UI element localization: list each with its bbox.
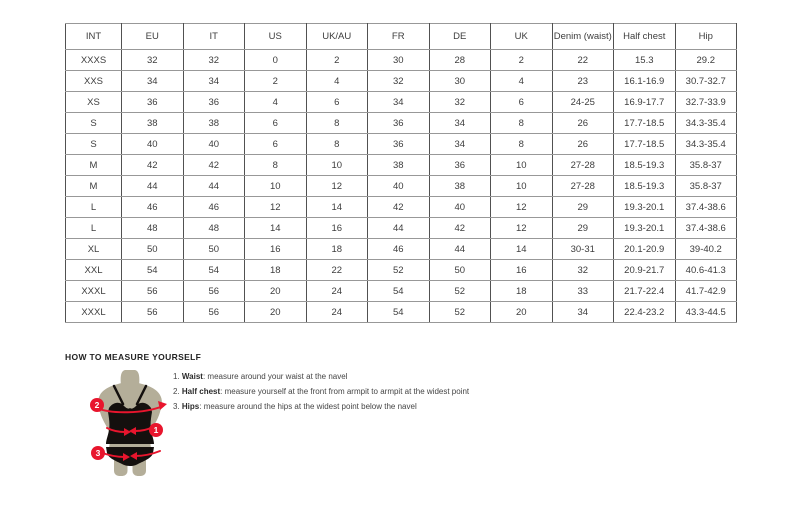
- size-value-cell: 50: [429, 260, 491, 281]
- size-value-cell: 20: [245, 302, 307, 323]
- size-label-cell: XS: [66, 92, 122, 113]
- table-row: [66, 113, 737, 134]
- size-value-cell: 38: [429, 176, 491, 197]
- size-value-cell: 18.5-19.3: [614, 176, 676, 197]
- size-value-cell: 10: [306, 155, 368, 176]
- size-chart-container: [65, 23, 737, 323]
- size-value-cell: 12: [306, 176, 368, 197]
- size-value-cell: 19.3-20.1: [614, 197, 676, 218]
- size-value-cell: 35.8-37: [675, 155, 737, 176]
- measure-step-half-chest: 2. Half chest: measure yourself at the front from armpit to armpit at the widest point: [173, 387, 470, 396]
- column-header: IT: [183, 24, 245, 50]
- column-header: Half chest: [614, 24, 676, 50]
- size-value-cell: 54: [183, 260, 245, 281]
- header-row: [66, 24, 737, 50]
- table-row: [66, 302, 737, 323]
- size-value-cell: 4: [245, 92, 307, 113]
- size-chart-table: [65, 23, 737, 323]
- size-value-cell: 24: [306, 281, 368, 302]
- size-value-cell: 0: [245, 50, 307, 71]
- size-value-cell: 17.7-18.5: [614, 134, 676, 155]
- size-value-cell: 48: [183, 218, 245, 239]
- size-value-cell: 4: [491, 71, 553, 92]
- size-value-cell: 56: [183, 302, 245, 323]
- size-value-cell: 42: [368, 197, 430, 218]
- size-value-cell: 14: [491, 239, 553, 260]
- size-value-cell: 34: [429, 113, 491, 134]
- size-value-cell: 32: [122, 50, 184, 71]
- size-value-cell: 38: [183, 113, 245, 134]
- size-value-cell: 12: [491, 197, 553, 218]
- size-value-cell: 52: [429, 302, 491, 323]
- size-value-cell: 16: [245, 239, 307, 260]
- size-value-cell: 34.3-35.4: [675, 113, 737, 134]
- measure-step-waist: 1. Waist: measure around your waist at the navel: [173, 372, 348, 381]
- size-value-cell: 46: [122, 197, 184, 218]
- size-value-cell: 35.8-37: [675, 176, 737, 197]
- size-value-cell: 10: [491, 176, 553, 197]
- size-label-cell: XXXL: [66, 281, 122, 302]
- size-value-cell: 16: [306, 218, 368, 239]
- column-header: DE: [429, 24, 491, 50]
- size-label-cell: XXXL: [66, 302, 122, 323]
- size-value-cell: 27-28: [552, 155, 614, 176]
- size-value-cell: 27-28: [552, 176, 614, 197]
- size-value-cell: 2: [245, 71, 307, 92]
- size-label-cell: L: [66, 218, 122, 239]
- size-value-cell: 54: [368, 302, 430, 323]
- column-header: UK/AU: [306, 24, 368, 50]
- size-value-cell: 23: [552, 71, 614, 92]
- size-value-cell: 16: [491, 260, 553, 281]
- size-value-cell: 50: [183, 239, 245, 260]
- size-value-cell: 40: [183, 134, 245, 155]
- size-value-cell: 29: [552, 218, 614, 239]
- size-value-cell: 38: [122, 113, 184, 134]
- column-header: FR: [368, 24, 430, 50]
- size-value-cell: 50: [122, 239, 184, 260]
- size-value-cell: 41.7-42.9: [675, 281, 737, 302]
- size-value-cell: 26: [552, 113, 614, 134]
- size-value-cell: 22: [552, 50, 614, 71]
- size-value-cell: 34.3-35.4: [675, 134, 737, 155]
- size-value-cell: 36: [122, 92, 184, 113]
- size-value-cell: 20.9-21.7: [614, 260, 676, 281]
- size-value-cell: 44: [183, 176, 245, 197]
- size-value-cell: 18: [245, 260, 307, 281]
- size-value-cell: 40: [429, 197, 491, 218]
- size-value-cell: 14: [306, 197, 368, 218]
- table-row: [66, 155, 737, 176]
- table-row: [66, 197, 737, 218]
- size-value-cell: 42: [183, 155, 245, 176]
- size-value-cell: 40.6-41.3: [675, 260, 737, 281]
- table-row: [66, 92, 737, 113]
- table-row: [66, 71, 737, 92]
- size-value-cell: 44: [368, 218, 430, 239]
- size-value-cell: 6: [306, 92, 368, 113]
- size-value-cell: 22.4-23.2: [614, 302, 676, 323]
- size-value-cell: 56: [183, 281, 245, 302]
- size-value-cell: 30-31: [552, 239, 614, 260]
- size-value-cell: 34: [552, 302, 614, 323]
- size-value-cell: 6: [245, 113, 307, 134]
- size-value-cell: 44: [122, 176, 184, 197]
- size-value-cell: 18: [491, 281, 553, 302]
- size-label-cell: S: [66, 134, 122, 155]
- size-value-cell: 30: [429, 71, 491, 92]
- size-label-cell: XXS: [66, 71, 122, 92]
- size-value-cell: 37.4-38.6: [675, 197, 737, 218]
- size-value-cell: 17.7-18.5: [614, 113, 676, 134]
- size-value-cell: 37.4-38.6: [675, 218, 737, 239]
- size-value-cell: 8: [306, 113, 368, 134]
- size-value-cell: 38: [368, 155, 430, 176]
- size-value-cell: 33: [552, 281, 614, 302]
- table-row: [66, 218, 737, 239]
- size-value-cell: 24-25: [552, 92, 614, 113]
- size-value-cell: 2: [306, 50, 368, 71]
- size-label-cell: M: [66, 176, 122, 197]
- size-value-cell: 29: [552, 197, 614, 218]
- column-header: Denim (waist): [552, 24, 614, 50]
- size-value-cell: 16.1-16.9: [614, 71, 676, 92]
- size-label-cell: XXL: [66, 260, 122, 281]
- table-row: [66, 281, 737, 302]
- table-row: [66, 260, 737, 281]
- size-value-cell: 32: [552, 260, 614, 281]
- table-row: [66, 50, 737, 71]
- hips-measure-badge: 3: [91, 446, 105, 460]
- size-value-cell: 21.7-22.4: [614, 281, 676, 302]
- size-value-cell: 46: [368, 239, 430, 260]
- size-label-cell: XXXS: [66, 50, 122, 71]
- size-value-cell: 22: [306, 260, 368, 281]
- size-value-cell: 42: [429, 218, 491, 239]
- measure-step-hips: 3. Hips: measure around the hips at the widest point below the navel: [173, 402, 417, 411]
- size-value-cell: 32: [429, 92, 491, 113]
- size-value-cell: 34: [122, 71, 184, 92]
- table-row: [66, 134, 737, 155]
- size-value-cell: 48: [122, 218, 184, 239]
- size-value-cell: 36: [368, 113, 430, 134]
- size-value-cell: 24: [306, 302, 368, 323]
- size-value-cell: 36: [183, 92, 245, 113]
- size-value-cell: 56: [122, 302, 184, 323]
- size-value-cell: 18.5-19.3: [614, 155, 676, 176]
- size-value-cell: 36: [429, 155, 491, 176]
- table-row: [66, 176, 737, 197]
- size-value-cell: 8: [491, 113, 553, 134]
- size-value-cell: 2: [491, 50, 553, 71]
- size-value-cell: 43.3-44.5: [675, 302, 737, 323]
- size-value-cell: 30: [368, 50, 430, 71]
- size-value-cell: 34: [368, 92, 430, 113]
- size-value-cell: 15.3: [614, 50, 676, 71]
- size-value-cell: 30.7-32.7: [675, 71, 737, 92]
- measure-steps-list: [173, 369, 469, 414]
- size-value-cell: 56: [122, 281, 184, 302]
- size-value-cell: 8: [306, 134, 368, 155]
- size-value-cell: 34: [183, 71, 245, 92]
- size-value-cell: 32: [183, 50, 245, 71]
- size-value-cell: 16.9-17.7: [614, 92, 676, 113]
- column-header: INT: [66, 24, 122, 50]
- size-value-cell: 18: [306, 239, 368, 260]
- size-value-cell: 32.7-33.9: [675, 92, 737, 113]
- size-value-cell: 28: [429, 50, 491, 71]
- column-header: Hip: [675, 24, 737, 50]
- size-value-cell: 8: [245, 155, 307, 176]
- size-value-cell: 10: [491, 155, 553, 176]
- chest-measure-badge: 2: [90, 398, 104, 412]
- size-value-cell: 36: [368, 134, 430, 155]
- how-to-measure-heading: HOW TO MEASURE YOURSELF: [65, 352, 202, 362]
- size-value-cell: 12: [245, 197, 307, 218]
- size-value-cell: 4: [306, 71, 368, 92]
- waist-measure-badge: 1: [149, 423, 163, 437]
- size-value-cell: 40: [122, 134, 184, 155]
- size-value-cell: 52: [368, 260, 430, 281]
- size-value-cell: 6: [245, 134, 307, 155]
- size-value-cell: 34: [429, 134, 491, 155]
- size-value-cell: 20.1-20.9: [614, 239, 676, 260]
- column-header: UK: [491, 24, 553, 50]
- table-row: [66, 239, 737, 260]
- size-value-cell: 40: [368, 176, 430, 197]
- size-value-cell: 14: [245, 218, 307, 239]
- column-header: US: [245, 24, 307, 50]
- size-value-cell: 10: [245, 176, 307, 197]
- size-value-cell: 46: [183, 197, 245, 218]
- size-value-cell: 54: [122, 260, 184, 281]
- size-value-cell: 52: [429, 281, 491, 302]
- size-label-cell: M: [66, 155, 122, 176]
- size-value-cell: 29.2: [675, 50, 737, 71]
- size-value-cell: 26: [552, 134, 614, 155]
- size-value-cell: 12: [491, 218, 553, 239]
- size-label-cell: L: [66, 197, 122, 218]
- size-value-cell: 32: [368, 71, 430, 92]
- size-label-cell: S: [66, 113, 122, 134]
- size-value-cell: 6: [491, 92, 553, 113]
- size-value-cell: 44: [429, 239, 491, 260]
- size-label-cell: XL: [66, 239, 122, 260]
- size-value-cell: 20: [245, 281, 307, 302]
- column-header: EU: [122, 24, 184, 50]
- size-value-cell: 8: [491, 134, 553, 155]
- size-value-cell: 54: [368, 281, 430, 302]
- size-value-cell: 39-40.2: [675, 239, 737, 260]
- size-value-cell: 20: [491, 302, 553, 323]
- size-value-cell: 19.3-20.1: [614, 218, 676, 239]
- size-value-cell: 42: [122, 155, 184, 176]
